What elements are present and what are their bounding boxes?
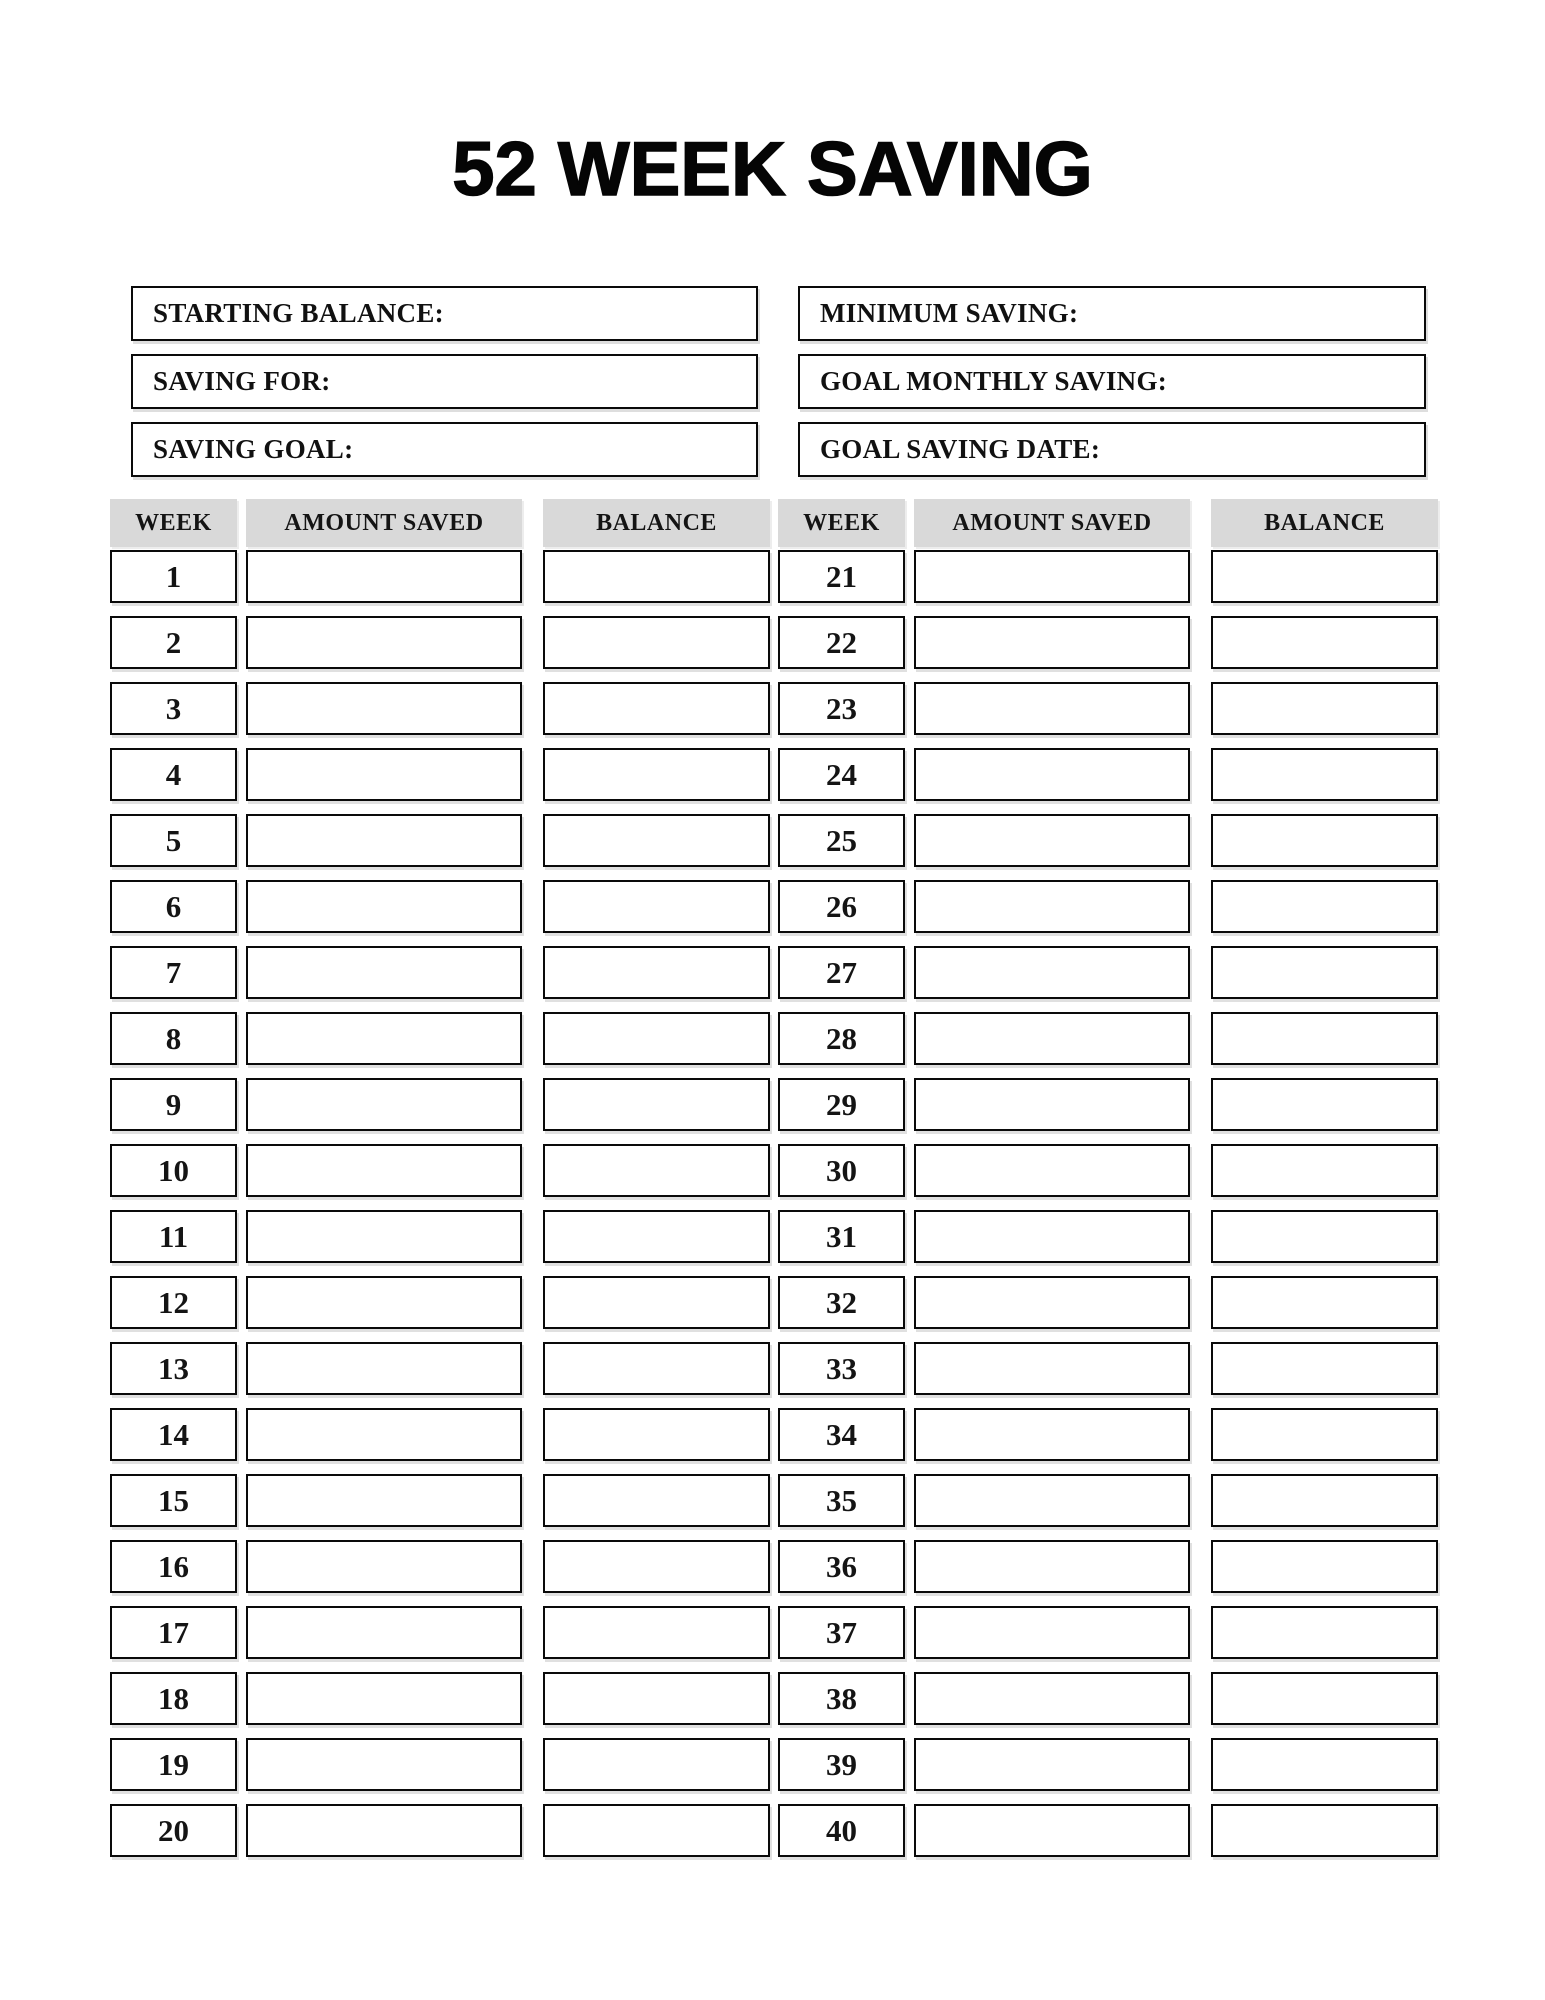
amount-saved-input[interactable] — [914, 814, 1190, 867]
balance-input[interactable] — [1211, 1078, 1438, 1131]
balance-input[interactable] — [543, 682, 770, 735]
amount-saved-input[interactable] — [914, 1078, 1190, 1131]
column-header-week: WEEK — [778, 499, 905, 547]
balance-input[interactable] — [543, 1474, 770, 1527]
info-field-goal-saving-date — [798, 422, 1426, 477]
balance-input[interactable] — [1211, 814, 1438, 867]
balance-input[interactable] — [1211, 616, 1438, 669]
info-field-label: GOAL SAVING DATE: — [820, 434, 1101, 464]
week-number-cell: 8 — [110, 1012, 237, 1065]
column-header-week: WEEK — [110, 499, 237, 547]
week-number-cell: 32 — [778, 1276, 905, 1329]
amount-saved-input[interactable] — [246, 1408, 522, 1461]
table-row — [778, 682, 1438, 735]
amount-saved-input[interactable] — [246, 616, 522, 669]
week-number-cell: 15 — [110, 1474, 237, 1527]
week-number-cell: 14 — [110, 1408, 237, 1461]
amount-saved-input[interactable] — [246, 1342, 522, 1395]
balance-input[interactable] — [543, 1078, 770, 1131]
amount-saved-input[interactable] — [914, 1144, 1190, 1197]
balance-input[interactable] — [543, 616, 770, 669]
amount-saved-input[interactable] — [914, 1408, 1190, 1461]
week-number-cell: 19 — [110, 1738, 237, 1791]
week-number-cell: 40 — [778, 1804, 905, 1857]
balance-input[interactable] — [1211, 748, 1438, 801]
table-row — [110, 814, 770, 867]
table-row — [778, 1474, 1438, 1527]
balance-input[interactable] — [1211, 1474, 1438, 1527]
balance-input[interactable] — [543, 880, 770, 933]
balance-input[interactable] — [543, 1144, 770, 1197]
info-field-label: STARTING BALANCE: — [153, 298, 444, 328]
balance-input[interactable] — [1211, 682, 1438, 735]
amount-saved-input[interactable] — [246, 1474, 522, 1527]
balance-input[interactable] — [543, 550, 770, 603]
table-row — [110, 1342, 770, 1395]
amount-saved-input[interactable] — [246, 1210, 522, 1263]
table-row — [110, 880, 770, 933]
amount-saved-input[interactable] — [246, 1144, 522, 1197]
table-header-row — [778, 499, 1438, 547]
balance-input[interactable] — [1211, 1738, 1438, 1791]
week-number-cell: 24 — [778, 748, 905, 801]
amount-saved-input[interactable] — [246, 814, 522, 867]
amount-saved-input[interactable] — [246, 550, 522, 603]
week-number-cell: 29 — [778, 1078, 905, 1131]
balance-input[interactable] — [1211, 1408, 1438, 1461]
table-body — [110, 550, 770, 1857]
week-number-cell: 27 — [778, 946, 905, 999]
table-row — [110, 1078, 770, 1131]
balance-input[interactable] — [1211, 1210, 1438, 1263]
info-field-input[interactable] — [353, 424, 756, 475]
table-row — [778, 550, 1438, 603]
table-row — [110, 616, 770, 669]
table-row — [110, 1210, 770, 1263]
balance-input[interactable] — [543, 946, 770, 999]
week-number-cell: 38 — [778, 1672, 905, 1725]
amount-saved-input[interactable] — [914, 1474, 1190, 1527]
balance-input[interactable] — [1211, 1276, 1438, 1329]
weeks-1-20-table — [110, 499, 770, 1870]
amount-saved-input[interactable] — [914, 1672, 1190, 1725]
balance-input[interactable] — [543, 1804, 770, 1857]
table-row — [778, 814, 1438, 867]
table-row — [110, 1804, 770, 1857]
week-number-cell: 18 — [110, 1672, 237, 1725]
balance-input[interactable] — [543, 814, 770, 867]
info-field-minimum-saving — [798, 286, 1426, 341]
amount-saved-input[interactable] — [914, 748, 1190, 801]
table-row — [778, 1804, 1438, 1857]
table-row — [778, 880, 1438, 933]
table-row — [778, 1012, 1438, 1065]
table-row — [110, 1540, 770, 1593]
balance-input[interactable] — [543, 1012, 770, 1065]
week-number-cell: 39 — [778, 1738, 905, 1791]
week-number-cell: 34 — [778, 1408, 905, 1461]
table-row — [110, 550, 770, 603]
balance-input[interactable] — [1211, 1144, 1438, 1197]
info-field-input[interactable] — [1167, 356, 1424, 407]
amount-saved-input[interactable] — [914, 1012, 1190, 1065]
balance-input[interactable] — [543, 1342, 770, 1395]
table-row — [778, 1540, 1438, 1593]
balance-input[interactable] — [543, 1540, 770, 1593]
table-row — [110, 1012, 770, 1065]
week-number-cell: 25 — [778, 814, 905, 867]
week-number-cell: 4 — [110, 748, 237, 801]
week-number-cell: 3 — [110, 682, 237, 735]
table-row — [110, 748, 770, 801]
week-number-cell: 10 — [110, 1144, 237, 1197]
amount-saved-input[interactable] — [914, 1210, 1190, 1263]
amount-saved-input[interactable] — [914, 1540, 1190, 1593]
table-row — [778, 1078, 1438, 1131]
amount-saved-input[interactable] — [246, 682, 522, 735]
week-number-cell: 23 — [778, 682, 905, 735]
table-row — [110, 1144, 770, 1197]
table-row — [778, 1738, 1438, 1791]
table-row — [778, 1210, 1438, 1263]
amount-saved-input[interactable] — [246, 1078, 522, 1131]
balance-input[interactable] — [1211, 1672, 1438, 1725]
column-header-balance: BALANCE — [1211, 499, 1438, 547]
info-field-input[interactable] — [1078, 288, 1424, 339]
balance-input[interactable] — [1211, 1804, 1438, 1857]
week-number-cell: 36 — [778, 1540, 905, 1593]
table-header-row — [110, 499, 770, 547]
balance-input[interactable] — [1211, 946, 1438, 999]
amount-saved-input[interactable] — [914, 1276, 1190, 1329]
info-field-label: SAVING FOR: — [153, 366, 331, 396]
table-row — [778, 1672, 1438, 1725]
week-number-cell: 26 — [778, 880, 905, 933]
balance-input[interactable] — [1211, 1540, 1438, 1593]
column-header-amount-saved: AMOUNT SAVED — [914, 499, 1190, 547]
amount-saved-input[interactable] — [914, 1342, 1190, 1395]
amount-saved-input[interactable] — [914, 946, 1190, 999]
balance-input[interactable] — [1211, 1012, 1438, 1065]
table-row — [778, 1144, 1438, 1197]
amount-saved-input[interactable] — [914, 550, 1190, 603]
week-number-cell: 37 — [778, 1606, 905, 1659]
week-number-cell: 21 — [778, 550, 905, 603]
table-row — [110, 1276, 770, 1329]
week-number-cell: 16 — [110, 1540, 237, 1593]
info-field-input[interactable] — [444, 288, 756, 339]
info-field-input[interactable] — [1100, 424, 1424, 475]
balance-input[interactable] — [543, 1408, 770, 1461]
balance-input[interactable] — [543, 1738, 770, 1791]
table-row — [110, 1672, 770, 1725]
amount-saved-input[interactable] — [246, 1606, 522, 1659]
table-row — [110, 1474, 770, 1527]
amount-saved-input[interactable] — [914, 682, 1190, 735]
page-title: 52 WEEK SAVING — [452, 127, 1093, 212]
week-number-cell: 28 — [778, 1012, 905, 1065]
week-number-cell: 7 — [110, 946, 237, 999]
table-row — [778, 1276, 1438, 1329]
balance-input[interactable] — [543, 1210, 770, 1263]
info-field-saving-for — [131, 354, 758, 409]
week-number-cell: 5 — [110, 814, 237, 867]
column-header-balance: BALANCE — [543, 499, 770, 547]
table-row — [110, 946, 770, 999]
table-row — [778, 1342, 1438, 1395]
balance-input[interactable] — [1211, 1342, 1438, 1395]
savings-tables — [110, 499, 1438, 1870]
amount-saved-input[interactable] — [246, 1540, 522, 1593]
week-number-cell: 35 — [778, 1474, 905, 1527]
info-field-label: SAVING GOAL: — [153, 434, 354, 464]
amount-saved-input[interactable] — [246, 1012, 522, 1065]
week-number-cell: 17 — [110, 1606, 237, 1659]
week-number-cell: 13 — [110, 1342, 237, 1395]
table-row — [778, 748, 1438, 801]
table-row — [110, 1606, 770, 1659]
amount-saved-input[interactable] — [914, 880, 1190, 933]
week-number-cell: 22 — [778, 616, 905, 669]
table-body — [778, 550, 1438, 1857]
table-row — [778, 616, 1438, 669]
amount-saved-input[interactable] — [246, 880, 522, 933]
balance-input[interactable] — [543, 1276, 770, 1329]
week-number-cell: 20 — [110, 1804, 237, 1857]
balance-input[interactable] — [543, 1672, 770, 1725]
balance-input[interactable] — [543, 748, 770, 801]
table-row — [778, 946, 1438, 999]
info-field-starting-balance — [131, 286, 758, 341]
balance-input[interactable] — [543, 1606, 770, 1659]
balance-input[interactable] — [1211, 880, 1438, 933]
info-fields — [131, 286, 1426, 477]
amount-saved-input[interactable] — [914, 1738, 1190, 1791]
table-row — [778, 1408, 1438, 1461]
amount-saved-input[interactable] — [246, 748, 522, 801]
amount-saved-input[interactable] — [914, 616, 1190, 669]
balance-input[interactable] — [1211, 550, 1438, 603]
table-row — [110, 1738, 770, 1791]
amount-saved-input[interactable] — [246, 1804, 522, 1857]
amount-saved-input[interactable] — [246, 1276, 522, 1329]
amount-saved-input[interactable] — [246, 1738, 522, 1791]
week-number-cell: 2 — [110, 616, 237, 669]
amount-saved-input[interactable] — [914, 1606, 1190, 1659]
week-number-cell: 30 — [778, 1144, 905, 1197]
table-row — [110, 682, 770, 735]
info-field-label: GOAL MONTHLY SAVING: — [820, 366, 1168, 396]
week-number-cell: 31 — [778, 1210, 905, 1263]
balance-input[interactable] — [1211, 1606, 1438, 1659]
info-field-label: MINIMUM SAVING: — [820, 298, 1079, 328]
week-number-cell: 1 — [110, 550, 237, 603]
week-number-cell: 11 — [110, 1210, 237, 1263]
weeks-21-40-table — [778, 499, 1438, 1870]
column-header-amount-saved: AMOUNT SAVED — [246, 499, 522, 547]
amount-saved-input[interactable] — [914, 1804, 1190, 1857]
table-row — [778, 1606, 1438, 1659]
week-number-cell: 12 — [110, 1276, 237, 1329]
week-number-cell: 9 — [110, 1078, 237, 1131]
info-field-saving-goal — [131, 422, 758, 477]
week-number-cell: 33 — [778, 1342, 905, 1395]
week-number-cell: 6 — [110, 880, 237, 933]
table-row — [110, 1408, 770, 1461]
amount-saved-input[interactable] — [246, 1672, 522, 1725]
info-field-goal-monthly-saving — [798, 354, 1426, 409]
amount-saved-input[interactable] — [246, 946, 522, 999]
info-field-input[interactable] — [331, 356, 756, 407]
